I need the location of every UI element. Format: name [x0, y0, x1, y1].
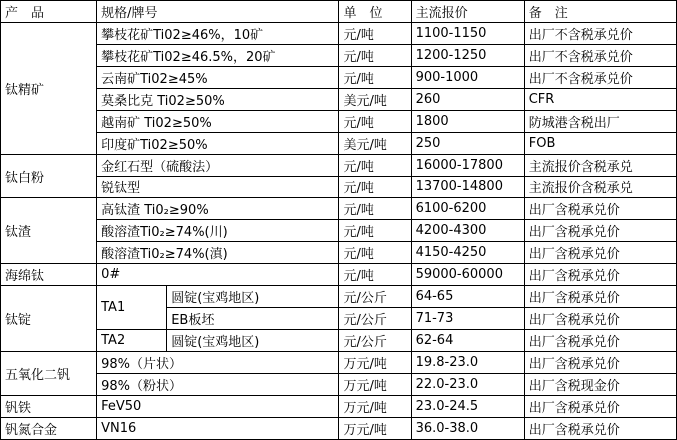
category-cell: 钒氮合金 — [1, 417, 97, 439]
table-row — [1, 198, 677, 220]
price-cell: 260 — [411, 88, 524, 110]
unit-cell: 元/吨 — [339, 154, 411, 176]
spec-cell: VN16 — [97, 417, 339, 439]
note-cell: 主流报价含税承兑 — [524, 154, 676, 176]
table-row — [1, 395, 677, 417]
note-cell: CFR — [524, 88, 676, 110]
unit-cell: 元/吨 — [339, 66, 411, 88]
spec-cell: 越南矿 Ti02≥50% — [97, 110, 339, 132]
table-row — [1, 373, 677, 395]
header-unit: 单 位 — [339, 1, 411, 23]
spec-cell: 攀枝花矿Ti02≥46%，10矿 — [97, 22, 339, 44]
table-row — [1, 66, 677, 88]
price-cell: 13700-14800 — [411, 176, 524, 198]
unit-cell: 元/吨 — [339, 220, 411, 242]
unit-cell: 元/公斤 — [339, 286, 411, 308]
spec-cell: 圆锭(宝鸡地区) — [167, 286, 339, 308]
price-cell: 1200-1250 — [411, 44, 524, 66]
header-spec: 规格/牌号 — [97, 1, 339, 23]
price-cell: 71-73 — [411, 308, 524, 330]
unit-cell: 元/吨 — [339, 198, 411, 220]
table-row — [1, 242, 677, 264]
grade-cell: TA2 — [97, 330, 167, 352]
spec-cell: 金红石型（硫酸法） — [97, 154, 339, 176]
table-row — [1, 22, 677, 44]
note-cell: 出厂不含税承兑价 — [524, 44, 676, 66]
note-cell: FOB — [524, 132, 676, 154]
price-cell: 23.0-24.5 — [411, 395, 524, 417]
table-row — [1, 264, 677, 286]
note-cell: 出厂含税现金价 — [524, 373, 676, 395]
price-cell: 4150-4250 — [411, 242, 524, 264]
price-cell: 1800 — [411, 110, 524, 132]
price-cell: 6100-6200 — [411, 198, 524, 220]
price-cell: 1100-1150 — [411, 22, 524, 44]
price-cell: 59000-60000 — [411, 264, 524, 286]
table-row — [1, 176, 677, 198]
table-row — [1, 330, 677, 352]
price-cell: 36.0-38.0 — [411, 417, 524, 439]
note-cell: 防城港含税出厂 — [524, 110, 676, 132]
spec-cell: 锐钛型 — [97, 176, 339, 198]
price-cell: 19.8-23.0 — [411, 352, 524, 374]
unit-cell: 万元/吨 — [339, 395, 411, 417]
unit-cell: 美元/吨 — [339, 88, 411, 110]
category-cell: 海绵钛 — [1, 264, 97, 286]
note-cell: 出厂不含税承兑价 — [524, 66, 676, 88]
price-cell: 250 — [411, 132, 524, 154]
table-row — [1, 286, 677, 308]
table-header-row — [1, 1, 677, 23]
price-cell: 64-65 — [411, 286, 524, 308]
note-cell: 主流报价含税承兑 — [524, 176, 676, 198]
category-cell: 钒铁 — [1, 395, 97, 417]
spec-cell: 莫桑比克 Ti02≥50% — [97, 88, 339, 110]
table-row — [1, 110, 677, 132]
category-cell: 钛锭 — [1, 286, 97, 352]
spec-cell: 98%（粉状） — [97, 373, 339, 395]
unit-cell: 元/公斤 — [339, 330, 411, 352]
spec-cell: 高钛渣 Ti0₂≥90% — [97, 198, 339, 220]
category-cell: 钛渣 — [1, 198, 97, 264]
unit-cell: 元/吨 — [339, 22, 411, 44]
unit-cell: 万元/吨 — [339, 352, 411, 374]
spec-cell: 酸溶渣Ti0₂≥74%(滇) — [97, 242, 339, 264]
grade-cell: TA1 — [97, 286, 167, 330]
table-row — [1, 352, 677, 374]
unit-cell: 元/吨 — [339, 176, 411, 198]
category-cell: 五氧化二钒 — [1, 352, 97, 396]
spec-cell: 攀枝花矿Ti02≥46.5%，20矿 — [97, 44, 339, 66]
unit-cell: 元/吨 — [339, 264, 411, 286]
spec-cell: 酸溶渣Ti0₂≥74%(川) — [97, 220, 339, 242]
spec-cell: 98%（片状） — [97, 352, 339, 374]
spec-cell: 云南矿Ti02≥45% — [97, 66, 339, 88]
table-row — [1, 44, 677, 66]
table-row — [1, 132, 677, 154]
table-row — [1, 220, 677, 242]
price-cell: 4200-4300 — [411, 220, 524, 242]
header-category: 产 品 — [1, 1, 97, 23]
note-cell: 出厂含税承兑价 — [524, 352, 676, 374]
table-row — [1, 88, 677, 110]
unit-cell: 元/吨 — [339, 242, 411, 264]
spec-cell: EB板坯 — [167, 308, 339, 330]
header-price: 主流报价 — [411, 1, 524, 23]
note-cell: 出厂含税承兑价 — [524, 242, 676, 264]
spec-cell: 圆锭(宝鸡地区) — [167, 330, 339, 352]
table-row — [1, 154, 677, 176]
note-cell: 出厂含税承兑价 — [524, 264, 676, 286]
spec-cell: 印度矿Ti02≥50% — [97, 132, 339, 154]
unit-cell: 美元/吨 — [339, 132, 411, 154]
price-cell: 900-1000 — [411, 66, 524, 88]
unit-cell: 万元/吨 — [339, 417, 411, 439]
note-cell: 出厂含税承兑价 — [524, 395, 676, 417]
note-cell: 出厂含税承兑价 — [524, 330, 676, 352]
note-cell: 出厂含税承兑价 — [524, 220, 676, 242]
note-cell: 出厂含税承兑价 — [524, 198, 676, 220]
price-cell: 62-64 — [411, 330, 524, 352]
unit-cell: 元/吨 — [339, 44, 411, 66]
unit-cell: 元/公斤 — [339, 308, 411, 330]
spec-cell: FeV50 — [97, 395, 339, 417]
category-cell: 钛白粉 — [1, 154, 97, 198]
unit-cell: 元/吨 — [339, 110, 411, 132]
unit-cell: 万元/吨 — [339, 373, 411, 395]
header-note: 备 注 — [524, 1, 676, 23]
note-cell: 出厂不含税承兑价 — [524, 22, 676, 44]
category-cell: 钛精矿 — [1, 22, 97, 154]
note-cell: 出厂含税承兑价 — [524, 417, 676, 439]
table-row — [1, 417, 677, 439]
price-cell: 22.0-23.0 — [411, 373, 524, 395]
price-cell: 16000-17800 — [411, 154, 524, 176]
note-cell: 出厂含税承兑价 — [524, 308, 676, 330]
spec-cell: 0# — [97, 264, 339, 286]
note-cell: 出厂含税承兑价 — [524, 286, 676, 308]
